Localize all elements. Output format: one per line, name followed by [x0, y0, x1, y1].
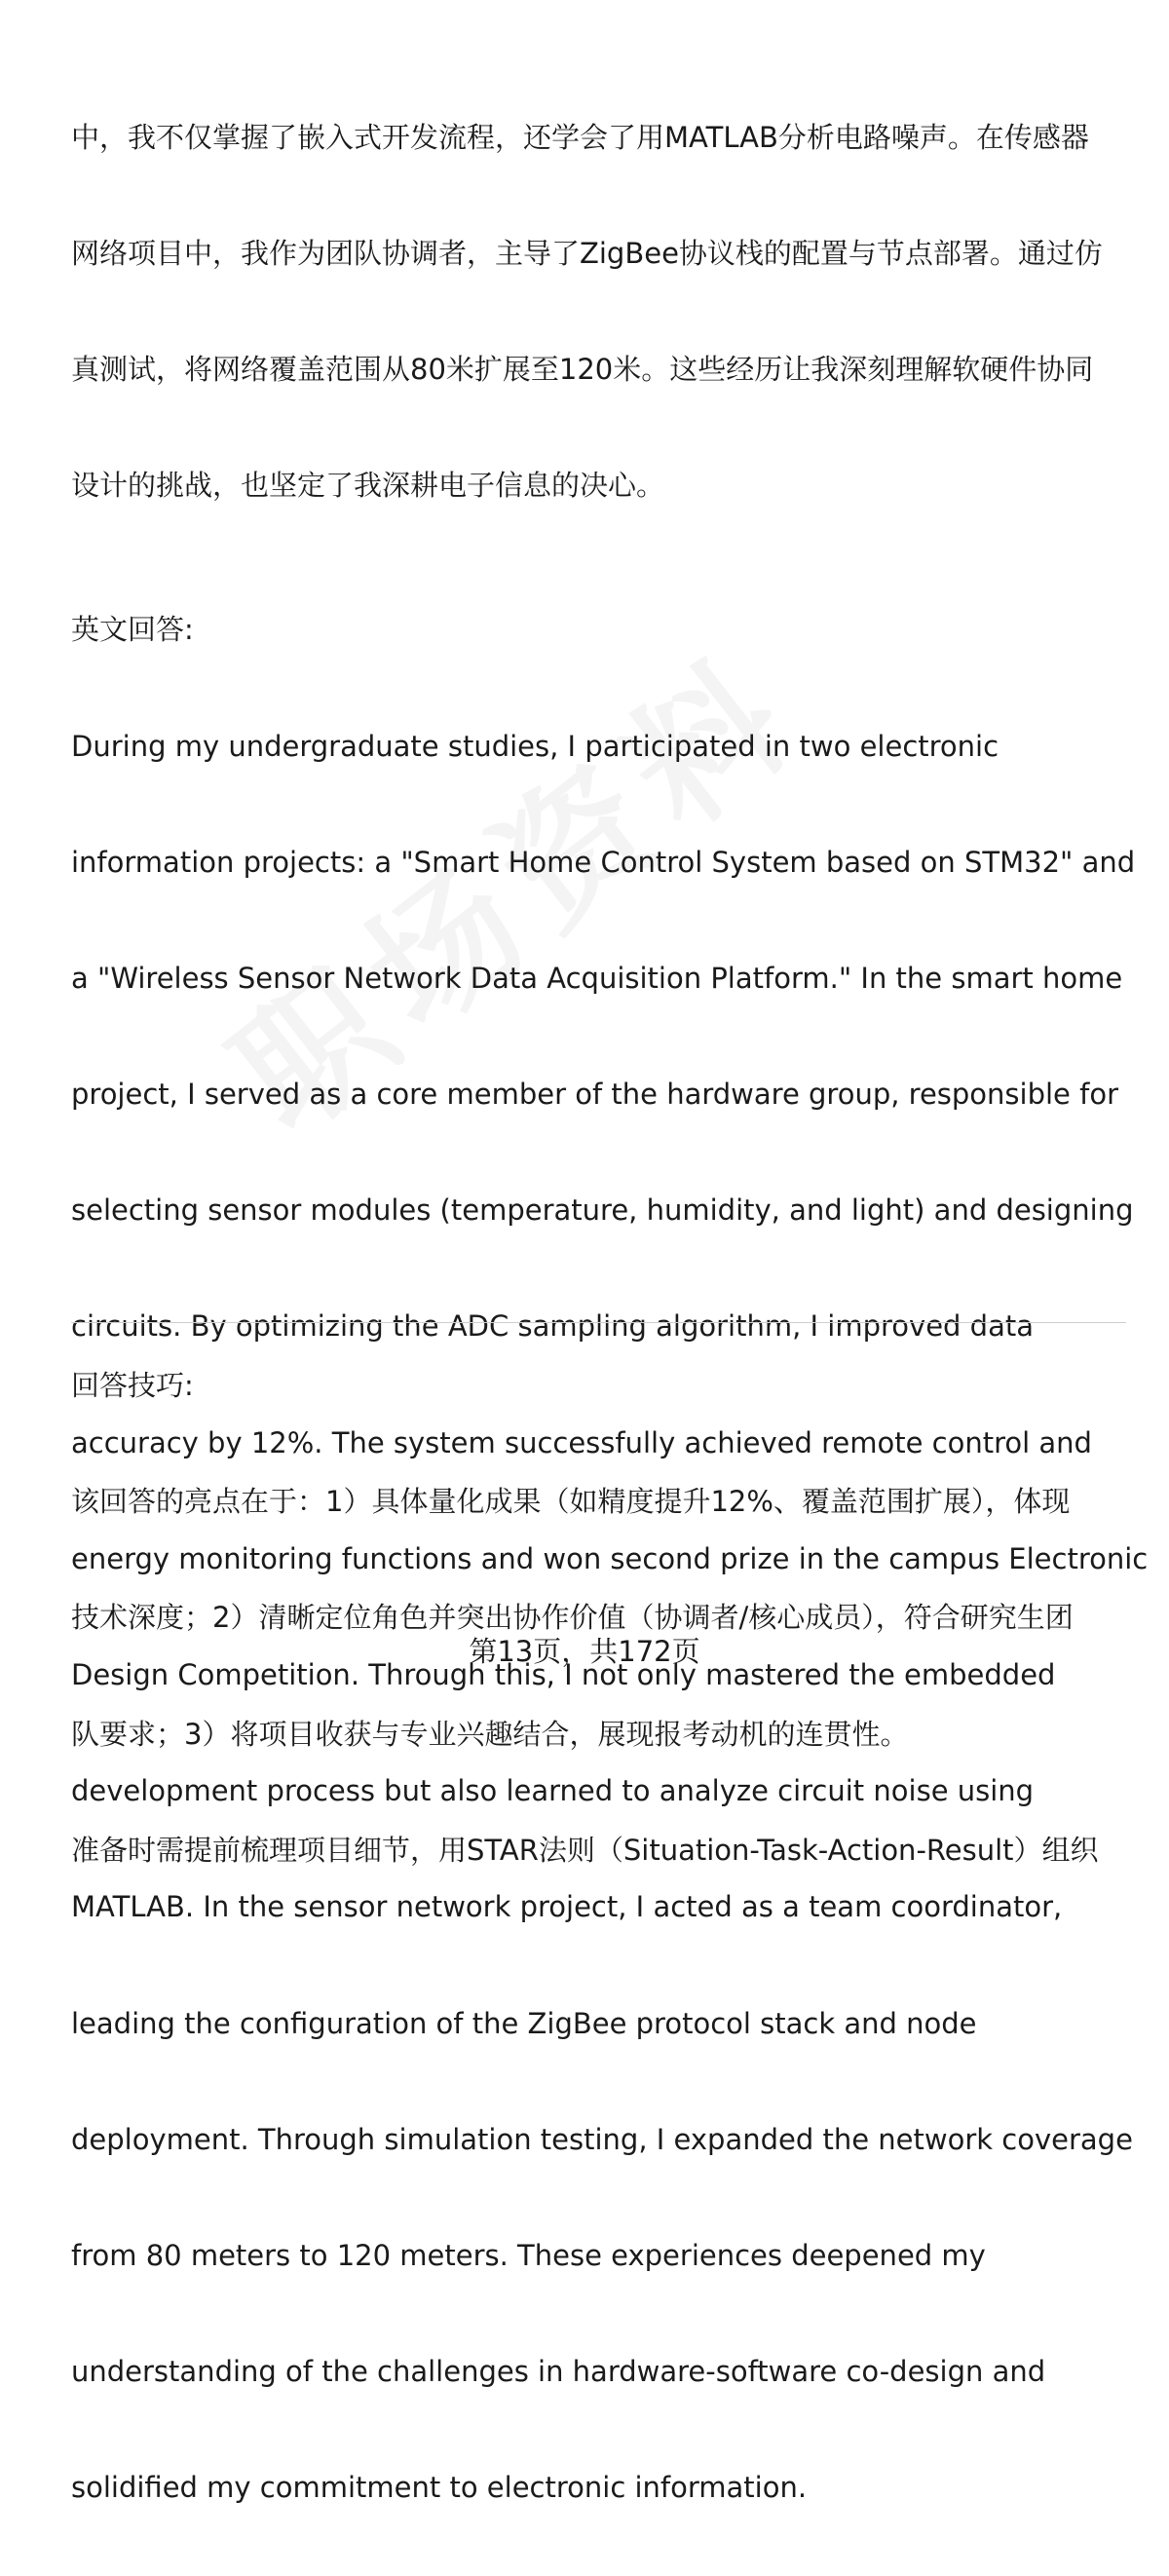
text-line: solidified my commitment to electronic information.: [71, 2471, 808, 2505]
text-line: selecting sensor modules (temperature, humidity, and light) and designing: [71, 1193, 1134, 1228]
text-line: energy monitoring functions and won second prize in the campus Electronic: [71, 1541, 1149, 1575]
english-answer-heading: 英文回答:: [71, 613, 194, 647]
text-line: During my undergraduate studies, I participated in two electronic: [71, 729, 999, 763]
text-line: 真测试，将网络覆盖范围从80米扩展至120米。这些经历让我深刻理解软硬件协同: [71, 352, 1094, 386]
text-line: 设计的挑战，也坚定了我深耕电子信息的决心。: [71, 469, 665, 503]
text-line: project, I served as a core member of the hardware group, responsible for: [71, 1078, 1118, 1112]
text-line: 网络项目中，我作为团队协调者，主导了ZigBee协议栈的配置与节点部署。通过仿: [71, 236, 1103, 270]
text-line: 该回答的亮点在于：1）具体量化成果（如精度提升12%、覆盖范围扩展），体现: [71, 1485, 1071, 1519]
text-line: 中，我不仅掌握了嵌入式开发流程，还学会了用MATLAB分析电路噪声。在传感器: [71, 120, 1089, 154]
text-line: 准备时需提前梳理项目细节，用STAR法则（Situation-Task-Action-Result）组织: [71, 1833, 1099, 1867]
page-number: 第13页，共172页: [469, 1635, 700, 1668]
text-line: deployment. Through simulation testing, I expanded the network coverage: [71, 2122, 1133, 2156]
text-line: MATLAB. In the sensor network project, I acted as a team coordinator,: [71, 1890, 1063, 1924]
text-line: a "Wireless Sensor Network Data Acquisition Platform." In the smart home: [71, 961, 1123, 995]
text-line: Design Competition. Through this, I not only mastered the embedded: [71, 1658, 1056, 1692]
text-line: development process but also learned to analyze circuit noise using: [71, 1774, 1035, 1808]
main-content: [71, 51, 1149, 2576]
answer-tips-heading: 回答技巧:: [71, 1369, 194, 1402]
answer-tips-paragraph: [71, 1416, 1149, 1938]
section-divider: [71, 1322, 1126, 1323]
text-line: 队要求；3）将项目收获与专业兴趣结合，展现报考动机的连贯性。: [71, 1717, 909, 1751]
intro-paragraph: [71, 51, 1133, 573]
text-line: leading the configuration of the ZigBee protocol stack and node: [71, 2006, 977, 2040]
text-line: accuracy by 12%. The system successfully achieved remote control and: [71, 1425, 1092, 1459]
text-line: circuits. By optimizing the ADC sampling algorithm, I improved data: [71, 1309, 1034, 1344]
text-line: from 80 meters to 120 meters. These experiences deepened my: [71, 2238, 986, 2272]
text-line: 技术深度；2）清晰定位角色并突出协作价值（协调者/核心成员），符合研究生团: [71, 1601, 1074, 1635]
text-line: understanding of the challenges in hardware-software co-design and: [71, 2355, 1046, 2389]
text-line: information projects: a "Smart Home Control System based on STM32" and: [71, 845, 1136, 879]
